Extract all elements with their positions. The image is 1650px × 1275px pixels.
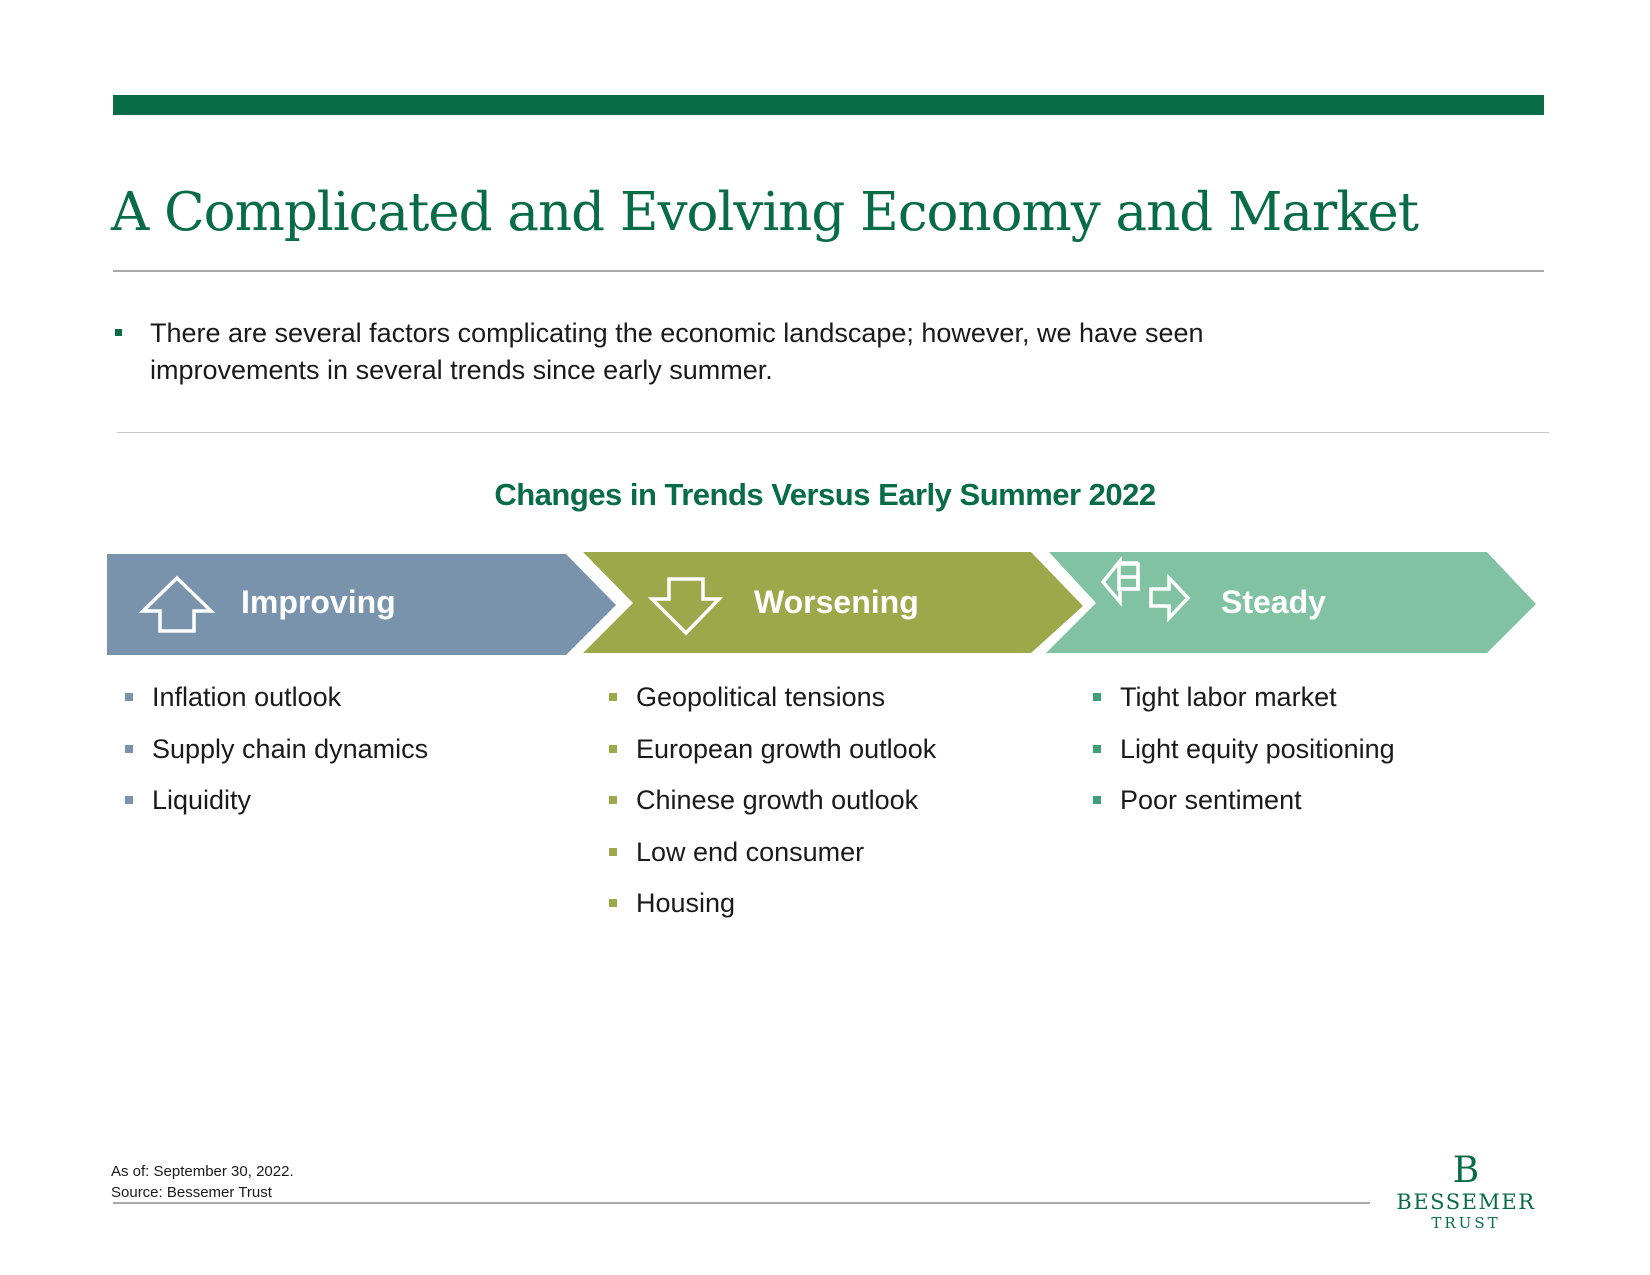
list-item-text: Housing [636,888,736,918]
steady-list [1093,676,1395,831]
list-item [609,882,936,934]
bullet-square-icon [609,745,617,753]
worsening-list [609,676,936,934]
logo-subtitle: TRUST [1431,1214,1501,1232]
list-item-text: Geopolitical tensions [636,682,886,712]
bullet-square-icon [609,899,617,907]
list-item [609,676,936,728]
bullet-square-icon [125,745,133,753]
bullet-square-icon [125,693,133,701]
as-of-note: As of: September 30, 2022. [111,1163,294,1180]
list-item [125,676,428,728]
list-item-text: Liquidity [152,785,252,815]
list-item-text: Low end consumer [636,836,865,867]
improving-header-label: Improving [241,584,396,620]
list-item-text: Inflation outlook [152,682,342,712]
list-item [1093,676,1395,728]
section-title: Changes in Trends Versus Early Summer 2022 [494,477,1156,512]
list-item [125,728,428,780]
improving-list [125,676,428,831]
steady-header-label: Steady [1221,584,1326,620]
list-item [1093,779,1395,831]
list-item [609,779,936,831]
bullet-square-icon [609,796,617,804]
bullet-square-icon [1093,796,1101,804]
worsening-header-label: Worsening [754,584,919,620]
list-item [1093,728,1395,780]
list-item [609,728,936,780]
bullet-square-icon [125,796,133,804]
bullet-square-icon [1093,745,1101,753]
list-item-text: European growth outlook [636,733,937,764]
intro-line-2: improvements in several trends since early summer. [150,355,773,385]
intro-line-1: There are several factors complicating the economic landscape; however, we have seen [150,318,1204,348]
footer-divider [113,1202,1370,1204]
list-item-text: Poor sentiment [1120,785,1302,815]
bullet-square-icon [609,848,617,856]
list-item-text: Light equity positioning [1120,733,1395,764]
list-item-text: Tight labor market [1120,682,1337,712]
page-title: A Complicated and Evolving Economy and Market [111,182,1419,243]
logo-monogram-icon: B [1452,1150,1480,1191]
list-item-text: Supply chain dynamics [152,733,429,764]
list-item [609,831,936,883]
bullet-square-icon [609,693,617,701]
bessemer-trust-logo [1386,1152,1546,1232]
logo-wordmark: BESSEMER [1396,1190,1536,1214]
bullet-square-icon [1093,693,1101,701]
list-item-text: Chinese growth outlook [636,785,919,815]
list-item [125,779,428,831]
source-note: Source: Bessemer Trust [111,1184,272,1201]
